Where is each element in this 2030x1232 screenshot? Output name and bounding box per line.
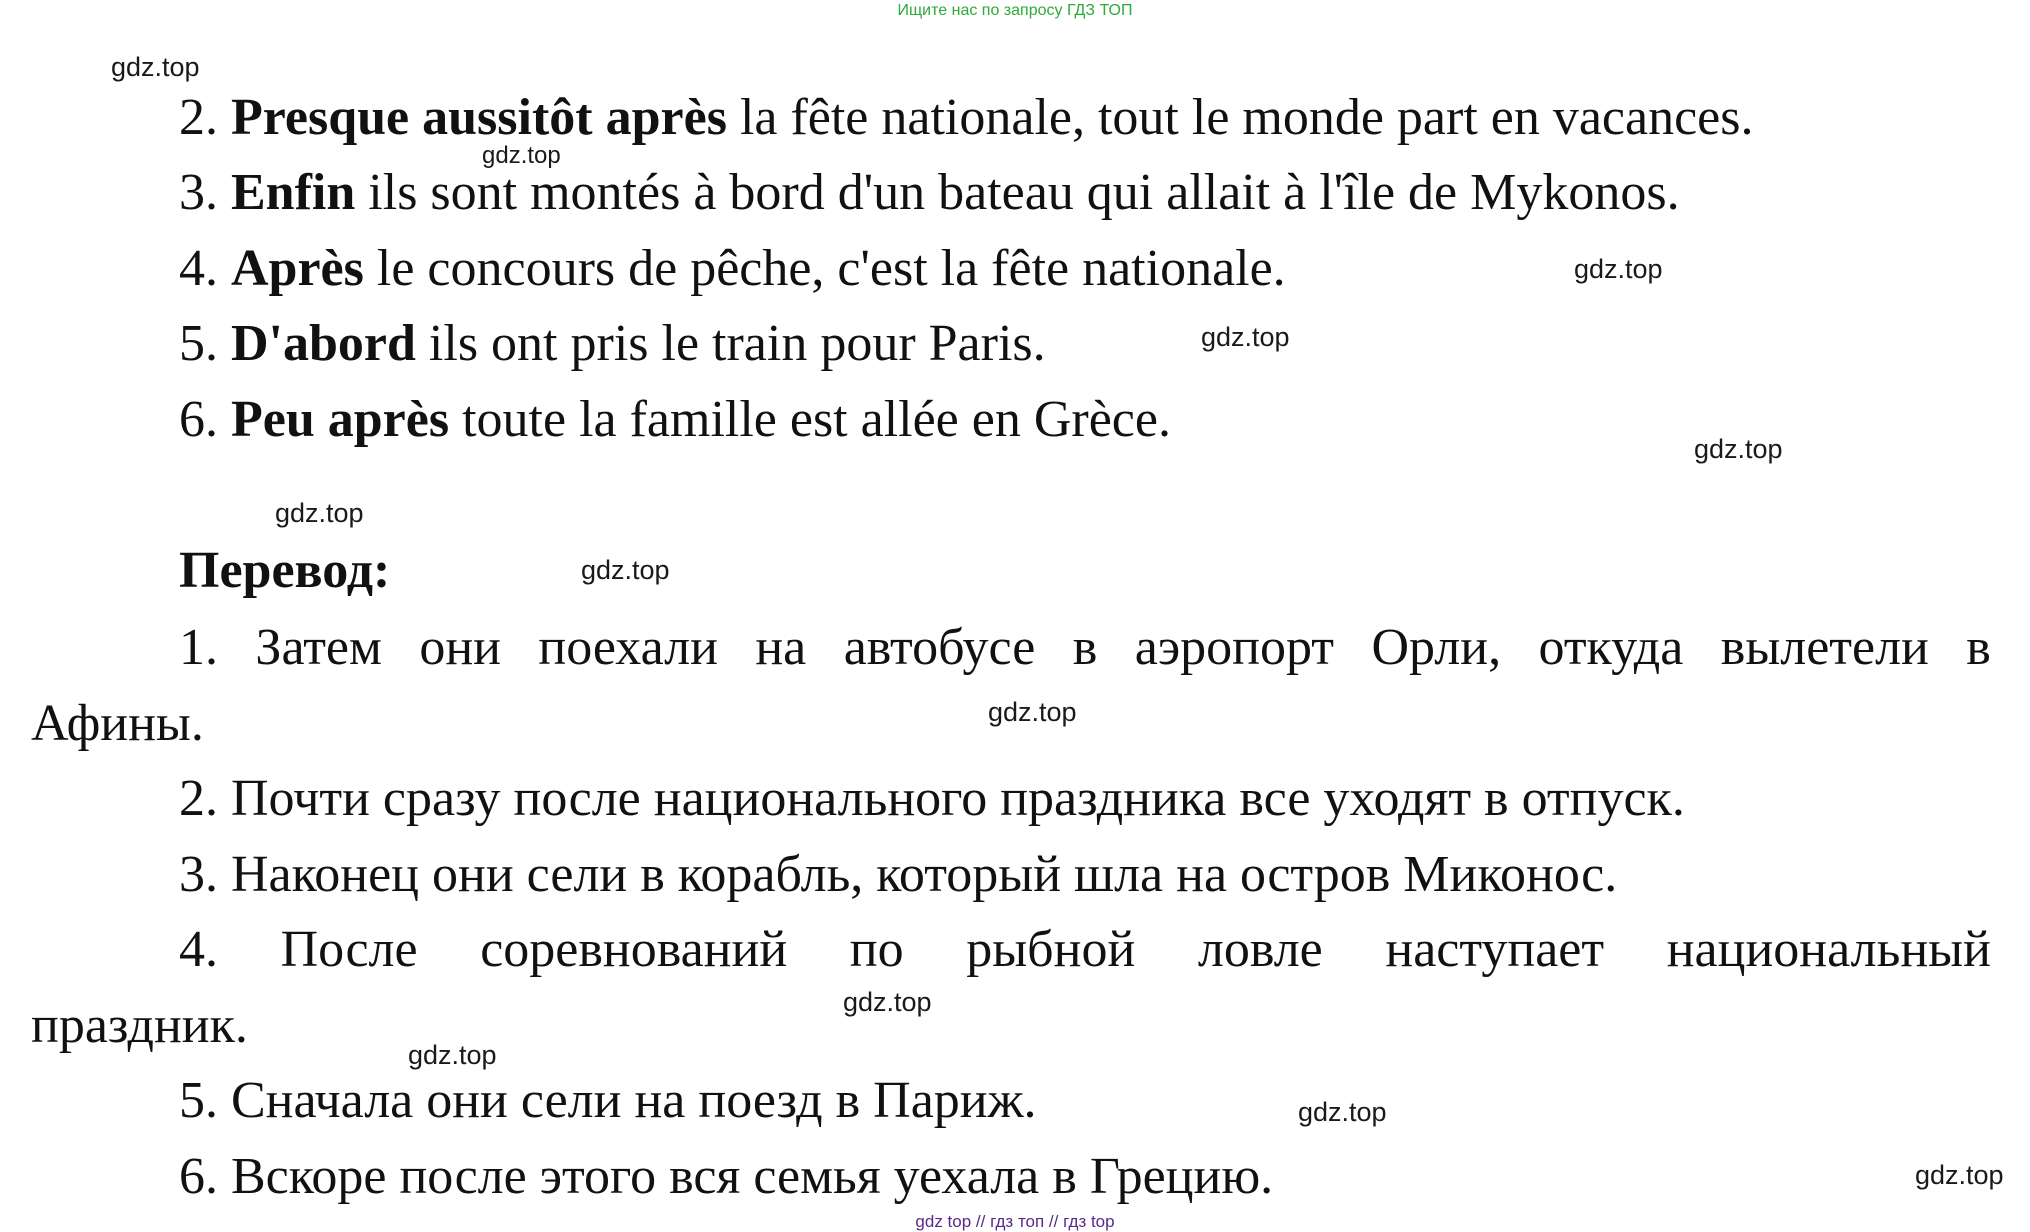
word: национальный (1666, 921, 1991, 978)
watermark: gdz.top (275, 498, 364, 528)
translation-line-4-cont: праздник. (31, 997, 248, 1054)
word: аэропорт (1134, 619, 1335, 676)
watermark: gdz.top (1298, 1097, 1387, 1127)
translation-line-6: 6. Вскоре после этого вся семья уехала в Грецию. (179, 1148, 1274, 1205)
word: 1. (179, 619, 218, 676)
watermark: gdz.top (408, 1040, 497, 1070)
translation-line-1 (179, 619, 1991, 676)
french-line-6: 6. Peu après toute la famille est allée en Grèce. (179, 391, 1171, 448)
translation-line-2: 2. Почти сразу после национального праздника все уходят в отпуск. (179, 770, 1685, 827)
watermark: gdz.top (1574, 254, 1663, 284)
french-line-4: 4. Après le concours de pêche, c'est la fête nationale. (179, 240, 1286, 297)
word: они (419, 619, 501, 676)
translation-line-4 (179, 921, 1991, 978)
watermark: gdz.top (988, 697, 1077, 727)
word: наступает (1385, 921, 1605, 978)
top-banner: Ищите нас по запросу ГДЗ ТОП (897, 2, 1133, 19)
watermark: gdz.top (1201, 322, 1290, 352)
word: рыбной (966, 921, 1136, 978)
word: После (280, 921, 418, 978)
word: ловле (1197, 921, 1323, 978)
word: вылетели (1720, 619, 1929, 676)
word: в (1966, 619, 1991, 676)
translation-line-3: 3. Наконец они сели в корабль, который шла на остров Миконос. (179, 846, 1618, 903)
word: 4. (179, 921, 218, 978)
french-line-3: 3. Enfin ils sont montés à bord d'un bateau qui allait à l'île de Mykonos. (179, 164, 1680, 221)
word: по (849, 921, 904, 978)
watermark: gdz.top (1694, 434, 1783, 464)
translation-line-5: 5. Сначала они сели на поезд в Париж. (179, 1072, 1037, 1129)
word: автобусе (843, 619, 1036, 676)
word: откуда (1538, 619, 1684, 676)
bottom-banner: gdz top // гдз топ // гдз top (915, 1212, 1115, 1231)
watermark: gdz.top (843, 987, 932, 1017)
watermark: gdz.top (1915, 1160, 2004, 1190)
watermark: gdz.top (482, 142, 561, 169)
word: на (755, 619, 807, 676)
word: соревнований (480, 921, 788, 978)
translation-line-1-cont: Афины. (31, 695, 204, 752)
french-line-5: 5. D'abord ils ont pris le train pour Paris. (179, 315, 1046, 372)
word: Затем (255, 619, 382, 676)
word: Орли, (1371, 619, 1502, 676)
watermark: gdz.top (111, 52, 200, 82)
word: поехали (538, 619, 718, 676)
word: в (1072, 619, 1098, 676)
french-line-2: 2. Presque aussitôt après la fête nationale, tout le monde part en vacances. (179, 89, 1754, 146)
watermark: gdz.top (581, 555, 670, 585)
translation-heading: Перевод: (179, 542, 391, 599)
